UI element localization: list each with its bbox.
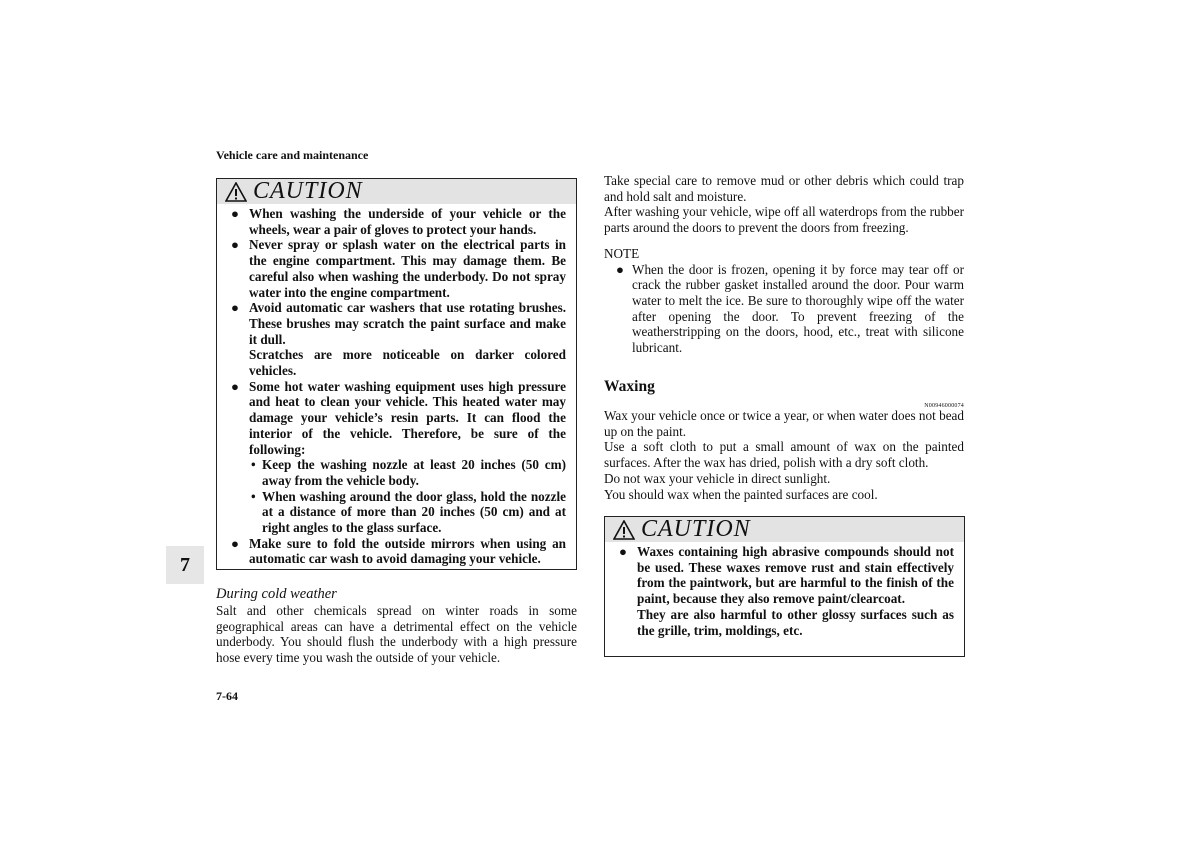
caution-item — [231, 300, 566, 379]
caution-text: Make sure to fold the outside mirrors when using an automatic car wash to avoid damaging your vehicle. — [249, 535, 566, 567]
cold-weather-section — [216, 586, 577, 666]
section-header: Vehicle care and maintenance — [216, 148, 369, 162]
paragraph: Use a soft cloth to put a small amount of wax on the painted surfaces. After the wax has dried, polish with a dry soft cloth. — [604, 439, 964, 471]
paragraph: You should wax when the painted surfaces are cool. — [604, 486, 878, 502]
note-item — [604, 262, 964, 356]
caution-subitem-text: Keep the washing nozzle at least 20 inches (50 cm) away from the vehicle body. — [262, 457, 566, 488]
caution-subitem-text: When washing around the door glass, hold the nozzle at a distance of more than 20 inches (50 cm) and at right angles to the glass surface. — [262, 488, 566, 536]
waxing-section — [604, 377, 964, 502]
caution-subitem — [251, 489, 566, 536]
paragraph: After washing your vehicle, wipe off all waterdrops from the rubber parts around the doors to prevent the doors from freezing. — [604, 204, 964, 236]
warning-triangle-icon — [225, 182, 247, 202]
caution-body — [605, 542, 964, 642]
cold-weather-heading: During cold weather — [216, 586, 337, 602]
chapter-tab: 7 — [166, 546, 204, 584]
page-number: 7-64 — [216, 689, 238, 703]
caution-text: Waxes containing high abrasive compounds should not be used. These waxes remove rust and stain effectively from the paintwork, but are harmful to the finish of the paint, because they also remove paint/clearcoat. — [637, 544, 954, 607]
caution-item — [231, 206, 566, 237]
caution-text: Never spray or splash water on the electrical parts in the engine compartment. This may damage them. Be careful also when washing the underbody. Do not spray water into the engine compartment. — [249, 237, 566, 300]
caution-item — [231, 379, 566, 536]
caution-box-right — [604, 516, 965, 657]
caution-text: Some hot water washing equipment uses high pressure and heat to clean your vehicle. This heated water may damage your vehicle’s resin parts. It can flood the interior of the vehicle. Therefore, be sure of the following: — [249, 378, 566, 457]
paragraph: Do not wax your vehicle in direct sunlight. — [604, 470, 831, 486]
caution-text: Scratches are more noticeable on darker colored vehicles. — [249, 347, 566, 379]
caution-box-left — [216, 178, 577, 570]
cold-weather-body: Salt and other chemicals spread on winter roads in some geographical areas can have a detrimental effect on the vehicle underbody. You should flush the underbody with a high pressure hose every time you wash the outside of your vehicle. — [216, 603, 577, 666]
caution-title: CAUTION — [253, 178, 363, 204]
warning-triangle-icon — [613, 520, 635, 540]
bullet-icon: ● — [231, 237, 239, 253]
bullet-icon: ● — [619, 544, 627, 559]
caution-body — [217, 204, 576, 571]
caution-text: Avoid automatic car washers that use rotating brushes. These brushes may scratch the paint surface and make it dull. — [249, 300, 566, 347]
bullet-icon: ● — [231, 300, 239, 316]
paragraph: Take special care to remove mud or other debris which could trap and hold salt and moisture. — [604, 173, 964, 204]
bullet-icon: ● — [616, 261, 624, 277]
bullet-icon: ● — [231, 535, 239, 551]
caution-text: When washing the underside of your vehicle or the wheels, wear a pair of gloves to protect your hands. — [249, 206, 566, 237]
caution-item — [231, 237, 566, 300]
sub-bullet-icon: • — [251, 457, 256, 473]
caution-title: CAUTION — [641, 516, 751, 542]
caution-item — [619, 544, 954, 638]
waxing-heading: Waxing — [604, 378, 655, 395]
reference-code: N00946000074 — [924, 403, 964, 409]
bullet-icon: ● — [231, 206, 239, 221]
note-label: NOTE — [604, 245, 640, 261]
right-column-text — [604, 173, 964, 356]
bullet-icon: ● — [231, 378, 239, 394]
caution-header — [605, 517, 964, 542]
caution-header — [217, 179, 576, 204]
sub-bullet-icon: • — [251, 488, 256, 504]
caution-subitem — [251, 457, 566, 488]
paragraph: Wax your vehicle once or twice a year, or when water does not bead up on the paint. — [604, 408, 964, 439]
caution-item — [231, 536, 566, 567]
note-text: When the door is frozen, opening it by force may tear off or crack the rubber gasket installed around the door. Pour warm water to melt the ice. Be sure to thoroughly wipe off the water after opening the door. To prevent freezing of the weatherstripping on the doors, hood, etc., treat with silicone lubricant. — [632, 261, 964, 356]
caution-text: They are also harmful to other glossy surfaces such as the grille, trim, moldings, etc. — [637, 606, 954, 638]
